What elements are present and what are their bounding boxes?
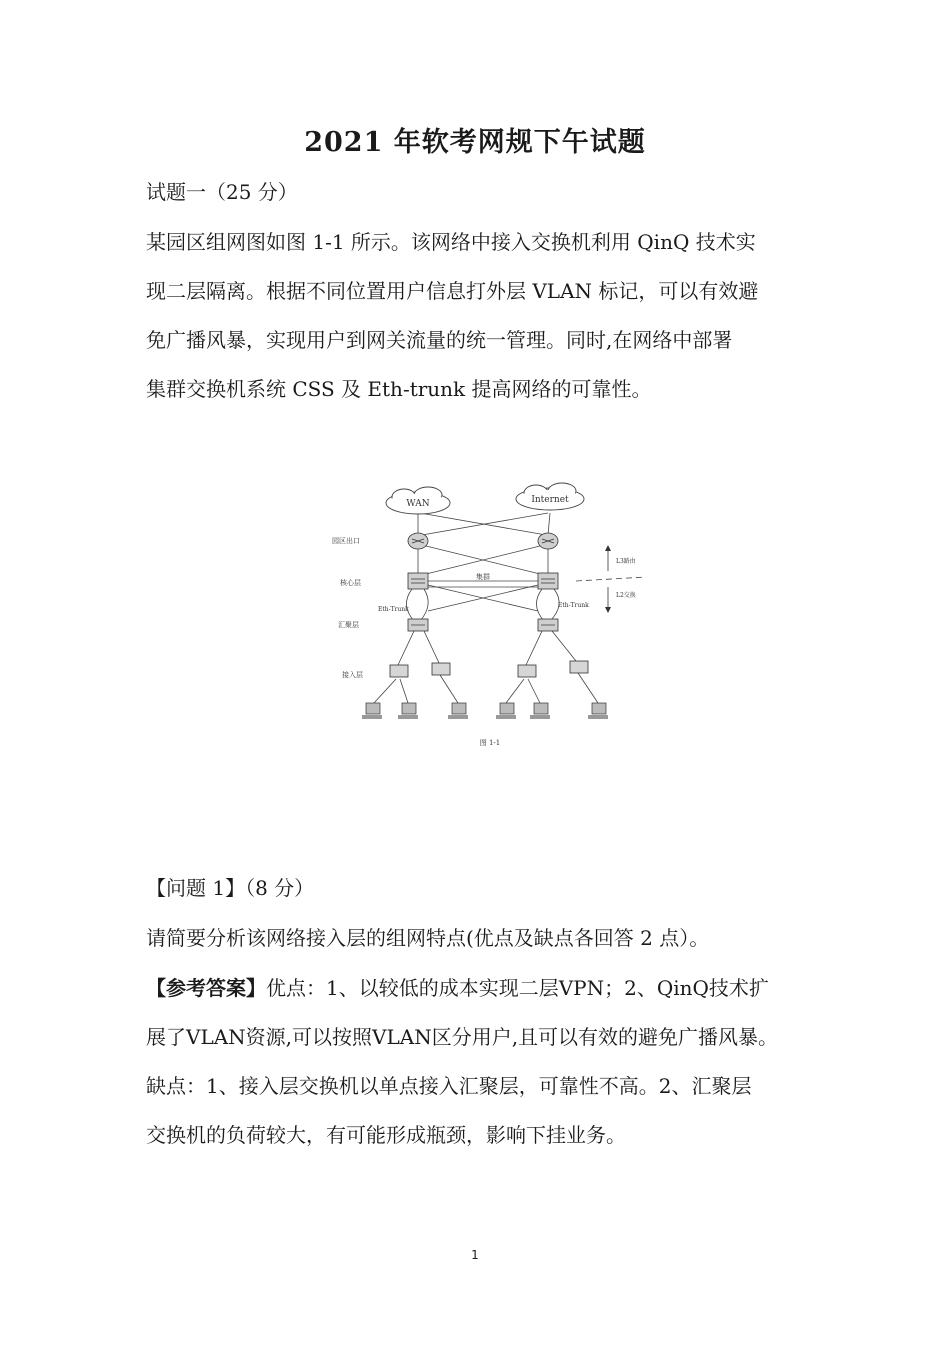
- layer-label: 核心层: [340, 579, 361, 587]
- intro-line: 免广播风暴，实现用户到网关流量的统一管理。同时,在网络中部署: [146, 328, 733, 352]
- answer-line: 展了VLAN资源,可以按照VLAN区分用户,且可以有效的避免广播风暴。: [146, 1025, 779, 1049]
- access-switch-icon: [432, 663, 450, 675]
- intro-paragraph: [146, 218, 814, 414]
- access-switch-icon: [390, 665, 408, 677]
- pc-icon: [362, 703, 382, 719]
- pc-icon: [588, 703, 608, 719]
- core-switch-icon: [408, 573, 428, 589]
- cluster-label: 集群: [476, 573, 490, 581]
- wan-cloud-icon: [386, 487, 450, 514]
- pc-icon: [530, 703, 550, 719]
- pc-icon: [448, 703, 468, 719]
- router-icon: [408, 533, 428, 549]
- topology-diagram: [330, 475, 650, 755]
- question-heading: 【问题 1】（8 分）: [146, 876, 315, 900]
- answer-paragraph: [146, 964, 814, 1160]
- answer-line: 缺点：1、接入层交换机以单点接入汇聚层，可靠性不高。2、汇聚层: [146, 1074, 752, 1098]
- answer-label: 【参考答案】: [146, 976, 266, 1000]
- network-topology-figure: [330, 475, 650, 755]
- eth-trunk-label: Eth-Trunk: [378, 606, 409, 613]
- l2-label: L2交换: [616, 592, 636, 599]
- layer-label: 园区出口: [332, 537, 360, 545]
- eth-trunk-label: Eth-Trunk: [558, 602, 589, 609]
- question-text: 请简要分析该网络接入层的组网特点(优点及缺点各回答 2 点）。: [146, 926, 710, 950]
- access-switch-icon: [570, 661, 588, 673]
- pc-icon: [496, 703, 516, 719]
- arrow-up-icon: [605, 545, 611, 571]
- cloud-label: WAN: [406, 499, 430, 509]
- pc-icon: [398, 703, 418, 719]
- intro-line: 集群交换机系统 CSS 及 Eth-trunk 提高网络的可靠性。: [146, 377, 652, 401]
- aggregation-switch-icon: [408, 619, 428, 631]
- intro-line: 现二层隔离。根据不同位置用户信息打外层 VLAN 标记，可以有效避: [146, 279, 759, 303]
- answer-line: 交换机的负荷较大，有可能形成瓶颈，影响下挂业务。: [146, 1123, 626, 1147]
- router-icon: [538, 533, 558, 549]
- layer-label: 汇聚层: [338, 621, 359, 629]
- section-heading: 试题一（25 分）: [146, 180, 298, 204]
- l3-label: L3路由: [616, 558, 636, 565]
- page-number: 1: [471, 1248, 479, 1262]
- intro-line: 某园区组网图如图 1-1 所示。该网络中接入交换机利用 QinQ 技术实: [146, 230, 756, 254]
- document-title: 2021 年软考网规下午试题: [304, 127, 646, 158]
- answer-line: [146, 964, 814, 1013]
- internet-cloud-icon: [516, 483, 584, 510]
- aggregation-switch-icon: [538, 619, 558, 631]
- cloud-label: Internet: [531, 495, 569, 505]
- answer-text: 优点：1、以较低的成本实现二层VPN；2、QinQ技术扩: [266, 976, 769, 1000]
- layer-label: 接入层: [342, 671, 363, 679]
- arrow-down-icon: [605, 587, 611, 613]
- core-switch-icon: [538, 573, 558, 589]
- figure-caption: 图 1-1: [479, 739, 501, 747]
- access-switch-icon: [518, 665, 536, 677]
